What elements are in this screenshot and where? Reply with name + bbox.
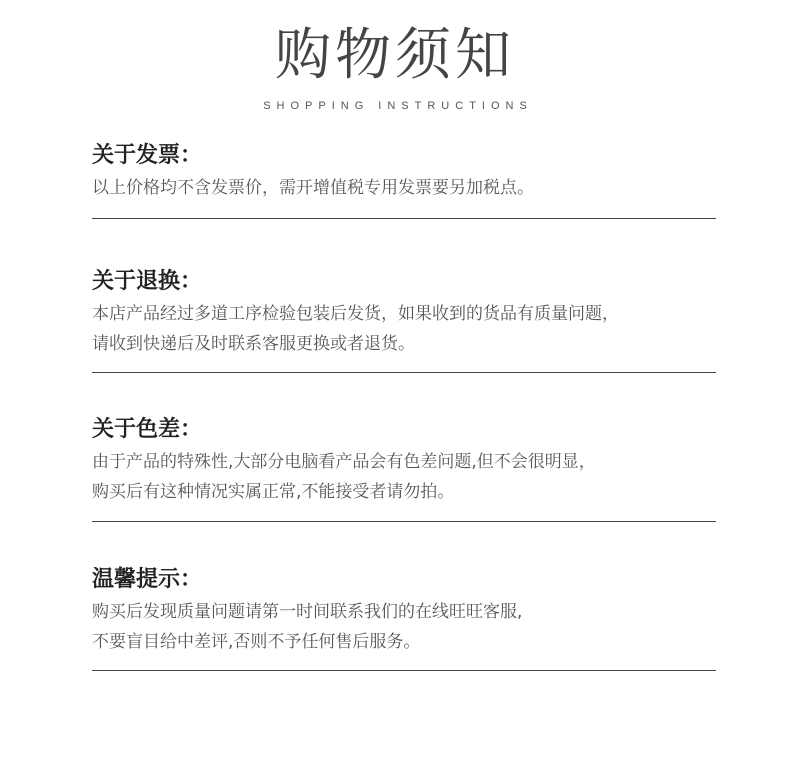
section-text-line: 购买后发现质量问题请第一时间联系我们的在线旺旺客服, <box>92 602 523 622</box>
section-text-line: 购买后有这种情况实属正常,不能接受者请勿拍。 <box>92 482 455 502</box>
section-body <box>92 447 716 507</box>
page-subtitle: SHOPPING INSTRUCTIONS <box>263 100 533 112</box>
section-body <box>92 299 716 359</box>
section-title: 关于色差： <box>92 416 203 442</box>
section-text-line: 请收到快递后及时联系客服更换或者退货。 <box>92 334 415 354</box>
section-title: 关于发票： <box>92 142 203 168</box>
section-color-difference <box>92 414 716 522</box>
section-title: 关于退换： <box>92 268 203 294</box>
section-text-line: 不要盲目给中差评,否则不予任何售后服务。 <box>92 632 421 652</box>
section-returns <box>92 266 716 373</box>
section-body <box>92 173 716 203</box>
page-title: 购物须知 <box>275 23 515 88</box>
section-tips <box>92 564 716 671</box>
section-text-line: 本店产品经过多道工序检验包装后发货，如果收到的货品有质量问题， <box>92 304 619 324</box>
section-text-line: 由于产品的特殊性,大部分电脑看产品会有色差问题,但不会很明显， <box>92 452 596 472</box>
section-text-line: 以上价格均不含发票价，需开增值税专用发票要另加税点。 <box>92 178 534 198</box>
section-invoice <box>92 140 716 219</box>
section-title: 温馨提示： <box>92 566 203 592</box>
page-header <box>0 18 790 112</box>
section-body <box>92 597 716 657</box>
